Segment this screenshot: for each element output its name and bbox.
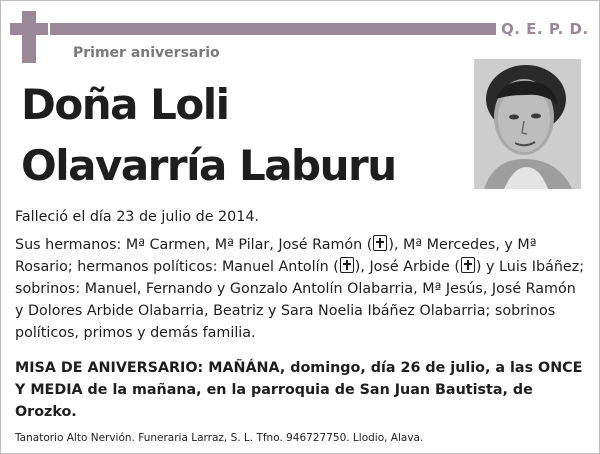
deceased-name-line1: Doña Loli — [21, 80, 229, 129]
funeral-home-footer: Tanatorio Alto Nervión. Funeraria Larraz, S. L. Tfno. 946727750. Llodio, Alava. — [15, 432, 424, 444]
portrait-photo — [474, 59, 581, 189]
subtitle: Primer aniversario — [73, 45, 220, 61]
cross-icon-vertical — [22, 11, 36, 63]
deceased-name-line2: Olavarría Laburu — [21, 141, 396, 190]
deceased-cross-icon — [461, 257, 475, 273]
death-notice: Falleció el día 23 de julio de 2014. — [15, 209, 259, 225]
deceased-cross-icon — [373, 235, 387, 251]
cross-icon-horizontal — [10, 23, 48, 35]
portrait-image — [474, 59, 581, 189]
deceased-cross-icon — [340, 257, 354, 273]
family-list: Sus hermanos: Mª Carmen, Mª Pilar, José Ramón ( ), Mª Mercedes, y Mª Rosario; hermanos políticos: Manuel Antolín ( ), José Arbide ( ) y Luis Ibáñez; sobrinos: Manuel, Fernando y Gonzalo Antolín Olabarria, Mª Jesús, José Ramón y Dolores Arbide Olabarria, Beatriz y Sara Noelia Ibáñez Olabarria; sobrinos políticos, primos y demás familia. — [15, 237, 585, 341]
header-rule — [50, 23, 496, 35]
qepd-label: Q. E. P. D. — [501, 20, 589, 38]
mass-announcement: MISA DE ANIVERSARIO: MAÑÁNA, domingo, día 26 de julio, a las ONCE Y MEDIA de la mañana, en la parroquia de San Juan Bautista, de Orozko. — [15, 360, 583, 420]
